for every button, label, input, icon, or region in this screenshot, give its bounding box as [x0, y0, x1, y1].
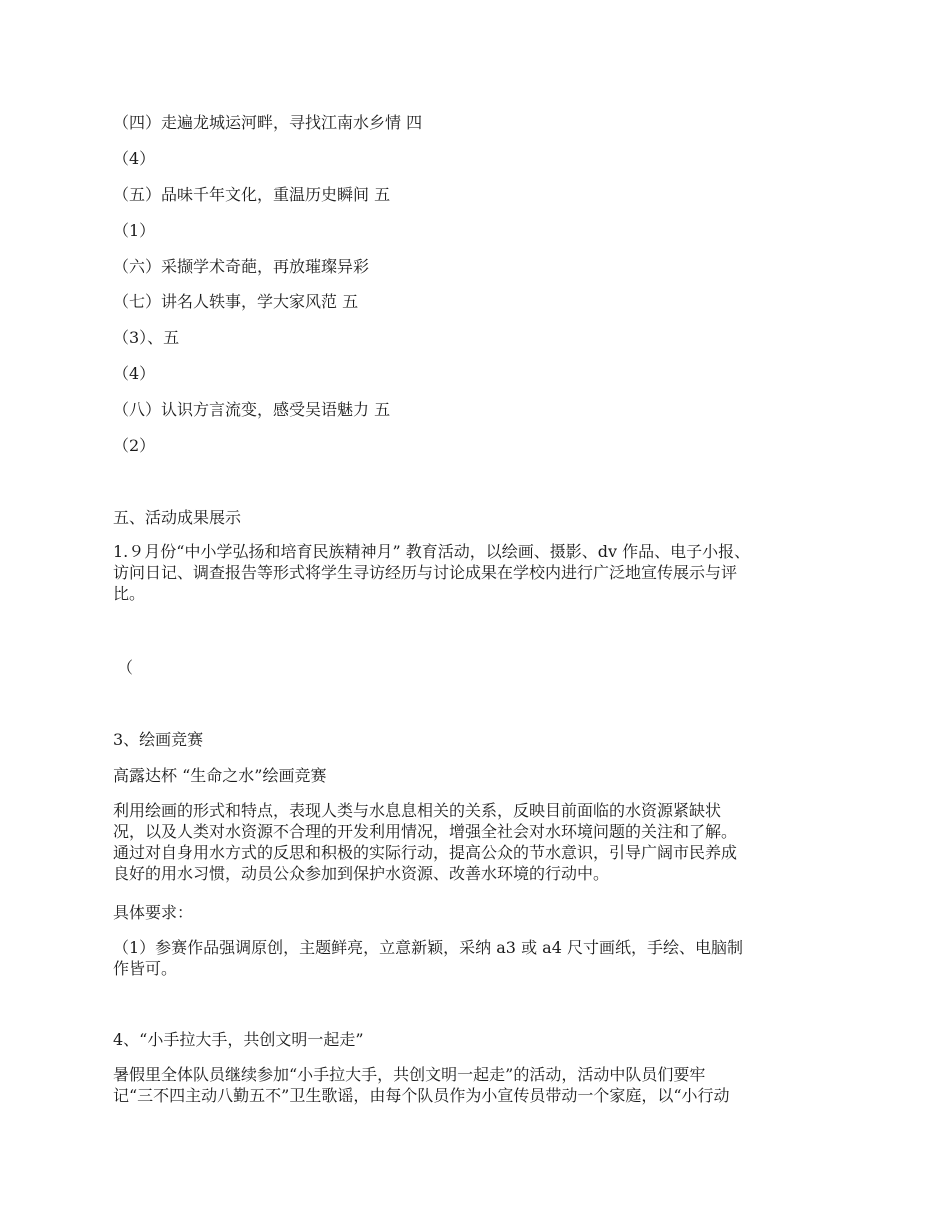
paragraph-line: 比。: [113, 584, 146, 603]
paragraph-line: 1.９月份“中小学弘扬和培育民族精神月” 教育活动，以绘画、摄影、dv 作品、电子小报、: [113, 542, 751, 561]
paragraph-line: 访问日记、调查报告等形式将学生寻访经历与讨论成果在学校内进行广泛地宣传展示与评: [113, 563, 738, 582]
paragraph-line: 利用绘画的形式和特点，表现人类与水息息相关的关系，反映目前面临的水资源紧缺状: [113, 801, 722, 820]
paragraph-line: （1）参赛作品强调原创，主题鲜亮，立意新颖，采纳 a3 或 a4 尺寸画纸，手绘、电脑制: [113, 938, 743, 957]
list-item-four: （四）走遍龙城运河畔，寻找江南水乡情 四: [113, 113, 423, 132]
list-item-seven-sub-a: （3）、五: [113, 328, 180, 347]
section-five-point-1: [113, 541, 853, 604]
paragraph-line: 良好的用水习惯，动员公众参加到保护水资源、改善水环境的行动中。: [113, 864, 610, 883]
list-item-five: （五）品味千年文化，重温历史瞬间 五: [113, 185, 391, 204]
paragraph-line: 通过对自身用水方式的反思和积极的实际行动，提高公众的节水意识，引导广阔市民养成: [113, 843, 738, 862]
point-3-body: [113, 800, 853, 884]
section-five-heading: 五、活动成果展示: [113, 508, 242, 527]
list-item-seven: （七）讲名人轶事，学大家风范 五: [113, 292, 359, 311]
list-item-eight-sub: （2）: [113, 436, 156, 455]
paragraph-line: 况，以及人类对水资源不合理的开发利用情况，增强全社会对水环境问题的关注和了解。: [113, 822, 738, 841]
point-4-heading: 4、“小手拉大手，共创文明一起走”: [113, 1030, 364, 1049]
paragraph-line: 作皆可。: [113, 959, 178, 978]
list-item-four-sub: （4）: [113, 149, 156, 168]
requirements-label: 具体要求：: [113, 903, 194, 922]
list-item-seven-sub-b: （4）: [113, 364, 156, 383]
list-item-five-sub: （1）: [113, 221, 156, 240]
point-4-body: [113, 1064, 853, 1106]
paragraph-line: 记“三不四主动八勤五不”卫生歌谣，由每个队员作为小宣传员带动一个家庭，以“小行动: [113, 1086, 730, 1105]
point-3-subtitle: 高露达杯 “生命之水”绘画竞赛: [113, 766, 327, 785]
list-item-eight: （八）认识方言流变，感受吴语魅力 五: [113, 400, 391, 419]
point-3-heading: 3、绘画竞赛: [113, 730, 204, 749]
requirement-1: [113, 937, 853, 979]
stray-paren: （: [117, 658, 134, 677]
paragraph-line: 暑假里全体队员继续参加“小手拉大手，共创文明一起走”的活动，活动中队员们要牢: [113, 1065, 706, 1084]
list-item-six: （六）采撷学术奇葩，再放璀璨异彩: [113, 257, 370, 276]
